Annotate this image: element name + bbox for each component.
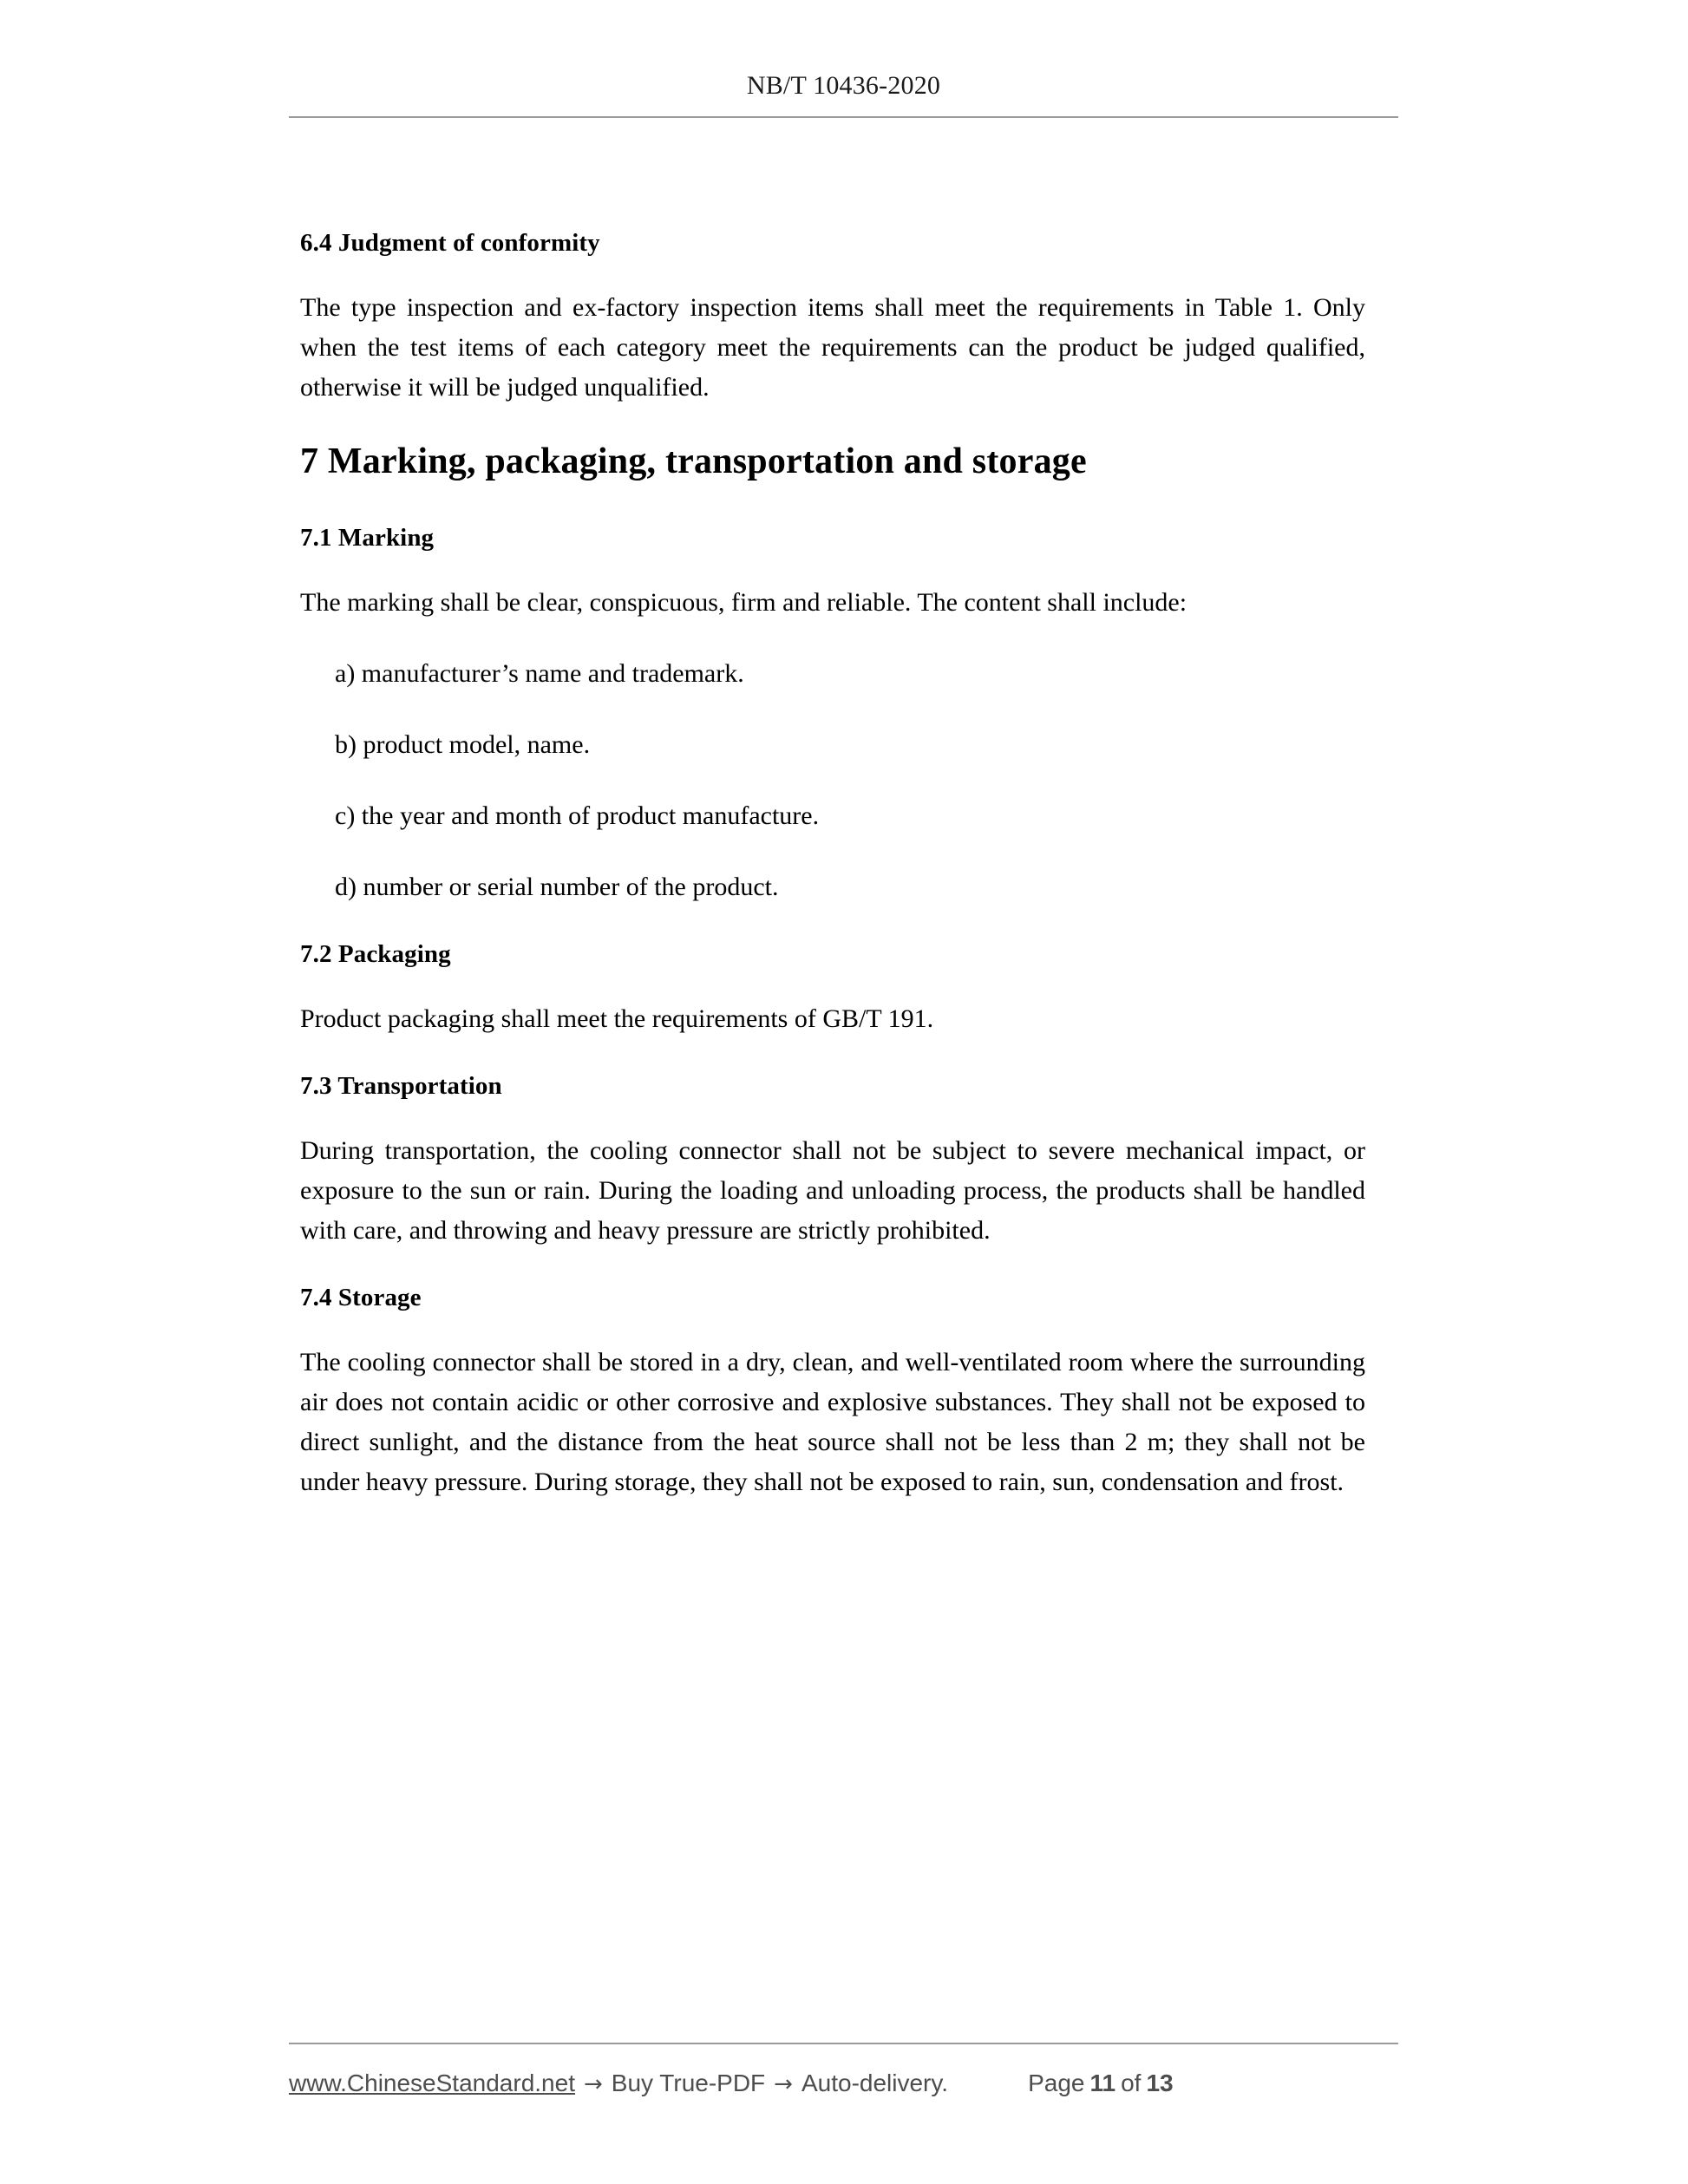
paragraph-7-3: During transportation, the cooling connector shall not be subject to severe mechanical impact, or exposure to the sun or rain. During the loading and unloading process, the products shall be handled with care, and throwing and heavy pressure are strictly prohibited. <box>300 1136 1365 1245</box>
footer-site-link[interactable]: www.ChineseStandard.net <box>289 2070 575 2096</box>
header-standard-number: NB/T 10436-2020 <box>746 71 941 100</box>
footer-row <box>289 2069 1398 2099</box>
page-label: Page <box>1028 2070 1085 2096</box>
page-of-label: of <box>1121 2070 1142 2096</box>
list-item: d) number or serial number of the product. <box>335 873 779 901</box>
heading-7-4: 7.4 Storage <box>300 1284 422 1311</box>
header-divider <box>289 116 1398 118</box>
page-footer <box>289 2043 1398 2099</box>
heading-7: 7 Marking, packaging, transportation and storage <box>300 441 1087 481</box>
arrow-right-icon: → <box>774 2071 793 2097</box>
paragraph-7-1: The marking shall be clear, conspicuous, firm and reliable. The content shall include: <box>300 588 1187 617</box>
heading-7-3: 7.3 Transportation <box>300 1072 502 1100</box>
heading-6-4: 6.4 Judgment of conformity <box>300 229 600 257</box>
list-item: a) manufacturer’s name and trademark. <box>335 659 744 688</box>
page-number-total: 13 <box>1146 2070 1174 2096</box>
footer-promo-auto-delivery: Auto-delivery. <box>801 2070 949 2096</box>
page-number-current: 11 <box>1089 2070 1116 2096</box>
page-content <box>300 227 1365 1533</box>
paragraph-7-2: Product packaging shall meet the requirements of GB/T 191. <box>300 1004 934 1033</box>
heading-7-1: 7.1 Marking <box>300 524 435 552</box>
paragraph-7-4: The cooling connector shall be stored in a dry, clean, and well-ventilated room where the surrounding air does not contain acidic or other corrosive and explosive substances. They shall not be exposed to direct sunlight, and the distance from the heat source shall not be less than 2 m; they shall not be under heavy pressure. During storage, they shall not be exposed to rain, sun, condensation and frost. <box>300 1348 1365 1496</box>
page-indicator <box>1028 2069 1179 2098</box>
paragraph-6-4: The type inspection and ex-factory inspection items shall meet the requirements in Table 1. Only when the test items of each category meet the requirements can the product be judged qualified, otherwise it will be judged unqualified. <box>300 293 1365 402</box>
footer-promo-group <box>289 2069 948 2099</box>
list-item: c) the year and month of product manufacture. <box>335 801 820 830</box>
arrow-right-icon: → <box>583 2071 603 2097</box>
page-header <box>289 69 1398 118</box>
footer-divider <box>289 2043 1398 2044</box>
footer-promo-buy-pdf: Buy True-PDF <box>611 2070 766 2096</box>
list-item: b) product model, name. <box>335 730 591 759</box>
heading-7-2: 7.2 Packaging <box>300 940 451 968</box>
